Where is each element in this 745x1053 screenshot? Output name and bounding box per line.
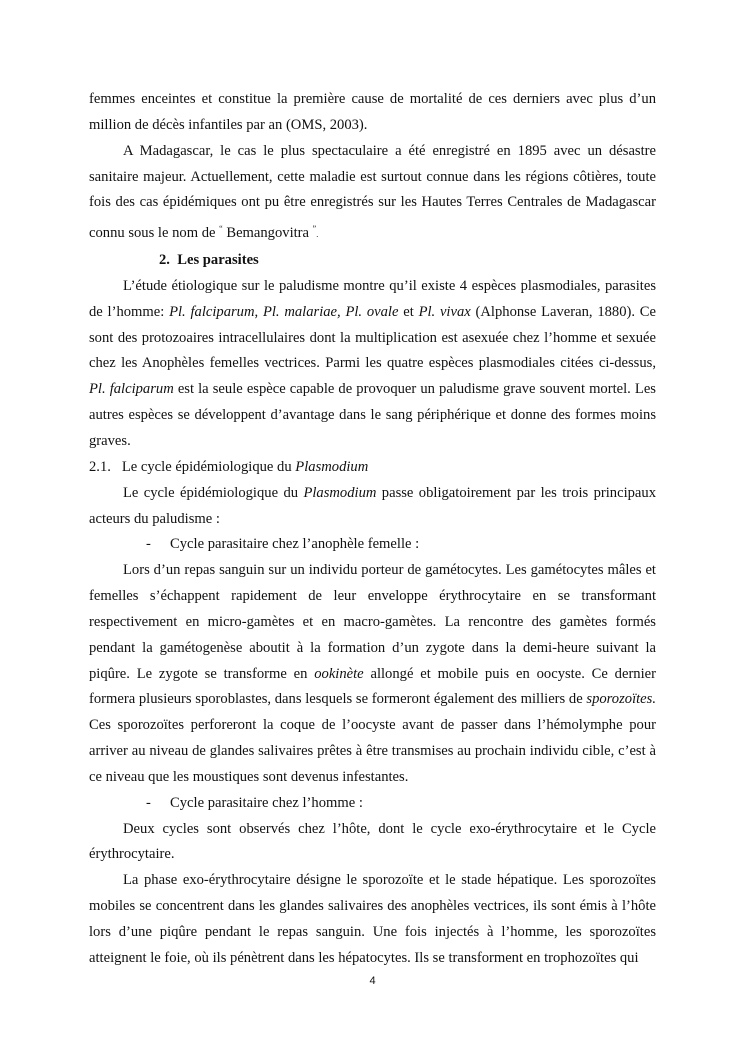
section-heading-parasites: 2. Les parasites <box>159 252 259 269</box>
subsection-heading-cycle: 2.1. Le cycle épidémiologique du Plasmodium <box>89 458 369 475</box>
bullet-item-anopheles: - Cycle parasitaire chez l’anophèle femelle : <box>146 536 420 553</box>
paragraph-anopheles-cycle: Lors d’un repas sanguin sur un individu porteur de gamétocytes. Les gamétocytes mâles et femelles s’échappent rapidement de leur enveloppe érythrocytaire en se transformant respectivement en micro-gamètes et en macro-gamètes. La rencontre des gamètes formés pendant la gamétogenèse aboutit à la formation d’un zygote dans la demi-heure suivant la piqûre. Le zygote se transforme en ookinète allongé et mobile puis en oocyste. Ce dernier formera plusieurs sporoblastes, dans lesquels se formeront également des milliers de sporozoïtes. Ces sporozoïtes perforeront la coque de l’oocyste avant de passer dans l’hémolymphe pour arriver au niveau de glandes salivaires prêtes à être transmises au prochain individu cible, c’est à ce niveau que les moustiques sont devenus infestantes. <box>89 562 656 785</box>
paragraph-two-cycles: Deux cycles sont observés chez l’hôte, dont le cycle exo-érythrocytaire et le Cycle érythrocytaire. <box>89 820 656 863</box>
paragraph-cycle-intro: Le cycle épidémiologique du Plasmodium passe obligatoirement par les trois principaux acteurs du paludisme : <box>89 484 656 527</box>
page-number: 4 <box>369 975 376 987</box>
bullet-item-human: - Cycle parasitaire chez l’homme : <box>146 794 363 811</box>
paragraph-exo-erythrocytic: La phase exo-érythrocytaire désigne le sporozoïte et le stade hépatique. Les sporozoïtes mobiles se concentrent dans les glandes salivaires des anophèles vectrices, ils sont émis à l’hôte lors d’une piqûre pendant le repas sanguin. Une fois injectés à l’homme, les sporozoïtes atteignent le foie, où ils pénètrent dans les hépatocytes. Ils se transforment en trophozoïtes qui <box>89 872 656 966</box>
document-page <box>89 87 656 972</box>
paragraph-species: L’étude étiologique sur le paludisme montre qu’il existe 4 espèces plasmodiales, parasites de l’homme: Pl. falciparum, Pl. malariae, Pl. ovale et Pl. vivax (Alphonse Laveran, 1880). Ce sont des protozoaires intracellulaires dont la multiplication est asexuée chez l’homme et sexuée chez les Anophèles femelles vectrices. Parmi les quatre espèces plasmodiales citées ci-dessus, Pl. falciparum est la seule espèce capable de provoquer un paludisme grave souvent mortel. Les autres espèces se développent d’avantage dans le sang périphérique et donne des formes moins graves. <box>89 277 656 449</box>
paragraph-madagascar: A Madagascar, le cas le plus spectaculaire a été enregistré en 1895 avec un désastre sanitaire majeur. Actuellement, cette maladie est surtout connue dans les régions côtières, toute fois des cas épidémiques ont pu être enregistrés sur les Hautes Terres Centrales de Madagascar connu sous le nom de “ Bemangovitra ”. <box>89 142 656 242</box>
paragraph-mortality: femmes enceintes et constitue la première cause de mortalité de ces derniers avec plus d’un million de décès infantiles par an (OMS, 2003). <box>89 91 656 133</box>
